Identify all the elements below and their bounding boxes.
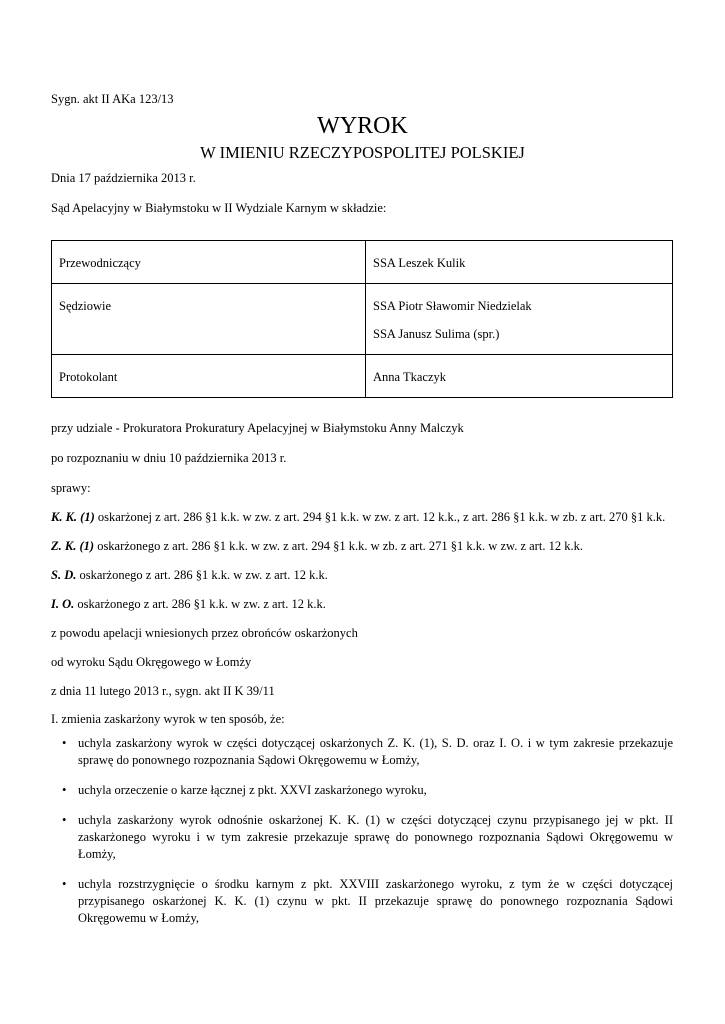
bullet-icon: • — [62, 813, 67, 827]
section-heading: I. zmienia zaskarżony wyrok w ten sposób, że: — [51, 712, 285, 726]
defendant-line — [51, 597, 326, 612]
bullet-icon: • — [62, 783, 67, 797]
appeal-line: z powodu apelacji wniesionych przez obrońców oskarżonych — [51, 626, 358, 640]
ruling-list — [51, 735, 673, 940]
list-item: • uchyla rozstrzygnięcie o środku karnym z pkt. XXVIII zaskarżonego wyroku, z tym że w części dotyczącej przypisanego oskarżonej K. K. (1) czynu w pkt. II przekazuje sprawę do ponownego rozpoznania Sądowi Okręgowemu w Łomży, — [62, 877, 673, 925]
panel-role: Sędziowie — [52, 284, 366, 355]
defendant-line — [51, 568, 328, 583]
from-judgment-line: od wyroku Sądu Okręgowego w Łomży — [51, 655, 252, 669]
panel-role: Protokolant — [52, 355, 366, 398]
case-signature: Sygn. akt II AKa 123/13 — [51, 92, 174, 106]
list-item: • uchyla zaskarżony wyrok odnośnie oskarżonej K. K. (1) w części dotyczącej czynu przypisanego jej w pkt. II zaskarżonego wyroku i w tym zakresie przekazuje sprawę do ponownego rozpoznania Sądowi Okręgowemu w Łomży, — [62, 813, 673, 861]
defendant-charge: oskarżonego z art. 286 §1 k.k. w zw. z art. 12 k.k. — [74, 597, 326, 611]
bullet-icon: • — [62, 877, 67, 891]
document-subtitle: W IMIENIU RZECZYPOSPOLITEJ POLSKIEJ — [200, 143, 525, 162]
defendant-charge: oskarżonej z art. 286 §1 k.k. w zw. z art. 294 §1 k.k. w zw. z art. 12 k.k., z art. 286 §1 k.k. w zb. z art. 270 §1 k.k. — [94, 510, 666, 524]
table-row — [52, 355, 673, 398]
panel-names: Anna Tkaczyk — [366, 355, 673, 398]
document-title: WYROK — [317, 113, 408, 139]
review-line: po rozpoznaniu w dniu 10 października 2013 r. — [51, 451, 287, 465]
list-item: • uchyla orzeczenie o karze łącznej z pkt. XXVI zaskarżonego wyroku, — [62, 783, 427, 797]
panel-names: SSA Leszek Kulik — [366, 241, 673, 284]
defendant-charge: oskarżonego z art. 286 §1 k.k. w zw. z art. 294 §1 k.k. w zb. z art. 271 §1 k.k. w zw. z art. 12 k.k. — [94, 539, 583, 553]
list-item: • uchyla zaskarżony wyrok w części dotyczącej oskarżonych Z. K. (1), S. D. oraz I. O. i w tym zakresie przekazuje sprawę do ponownego rozpoznania Sądowi Okręgowemu w Łomży, — [62, 736, 673, 767]
table-row — [52, 284, 673, 355]
panel-table — [51, 240, 673, 398]
judgment-date: Dnia 17 października 2013 r. — [51, 171, 196, 185]
bullet-icon: • — [62, 736, 67, 750]
panel-names: SSA Piotr Sławomir Niedzielak SSA Janusz Sulima (spr.) — [366, 284, 673, 355]
court-composition: Sąd Apelacyjny w Białymstoku w II Wydziale Karnym w składzie: — [51, 201, 387, 215]
defendant-charge: oskarżonego z art. 286 §1 k.k. w zw. z art. 12 k.k. — [76, 568, 328, 582]
prosecutor-line: przy udziale - Prokuratora Prokuratury Apelacyjnej w Białymstoku Anny Malczyk — [51, 421, 464, 435]
defendant-name: K. K. (1) — [51, 510, 95, 524]
case-label: sprawy: — [51, 481, 91, 495]
defendant-line — [51, 539, 583, 554]
defendant-line — [51, 510, 665, 525]
defendant-name: I. O. — [51, 597, 75, 611]
panel-role: Przewodniczący — [52, 241, 366, 284]
defendant-name: Z. K. (1) — [51, 539, 95, 553]
table-row — [52, 241, 673, 284]
judgment-date-line: z dnia 11 lutego 2013 r., sygn. akt II K 39/11 — [51, 684, 275, 698]
defendant-name: S. D. — [51, 568, 77, 582]
